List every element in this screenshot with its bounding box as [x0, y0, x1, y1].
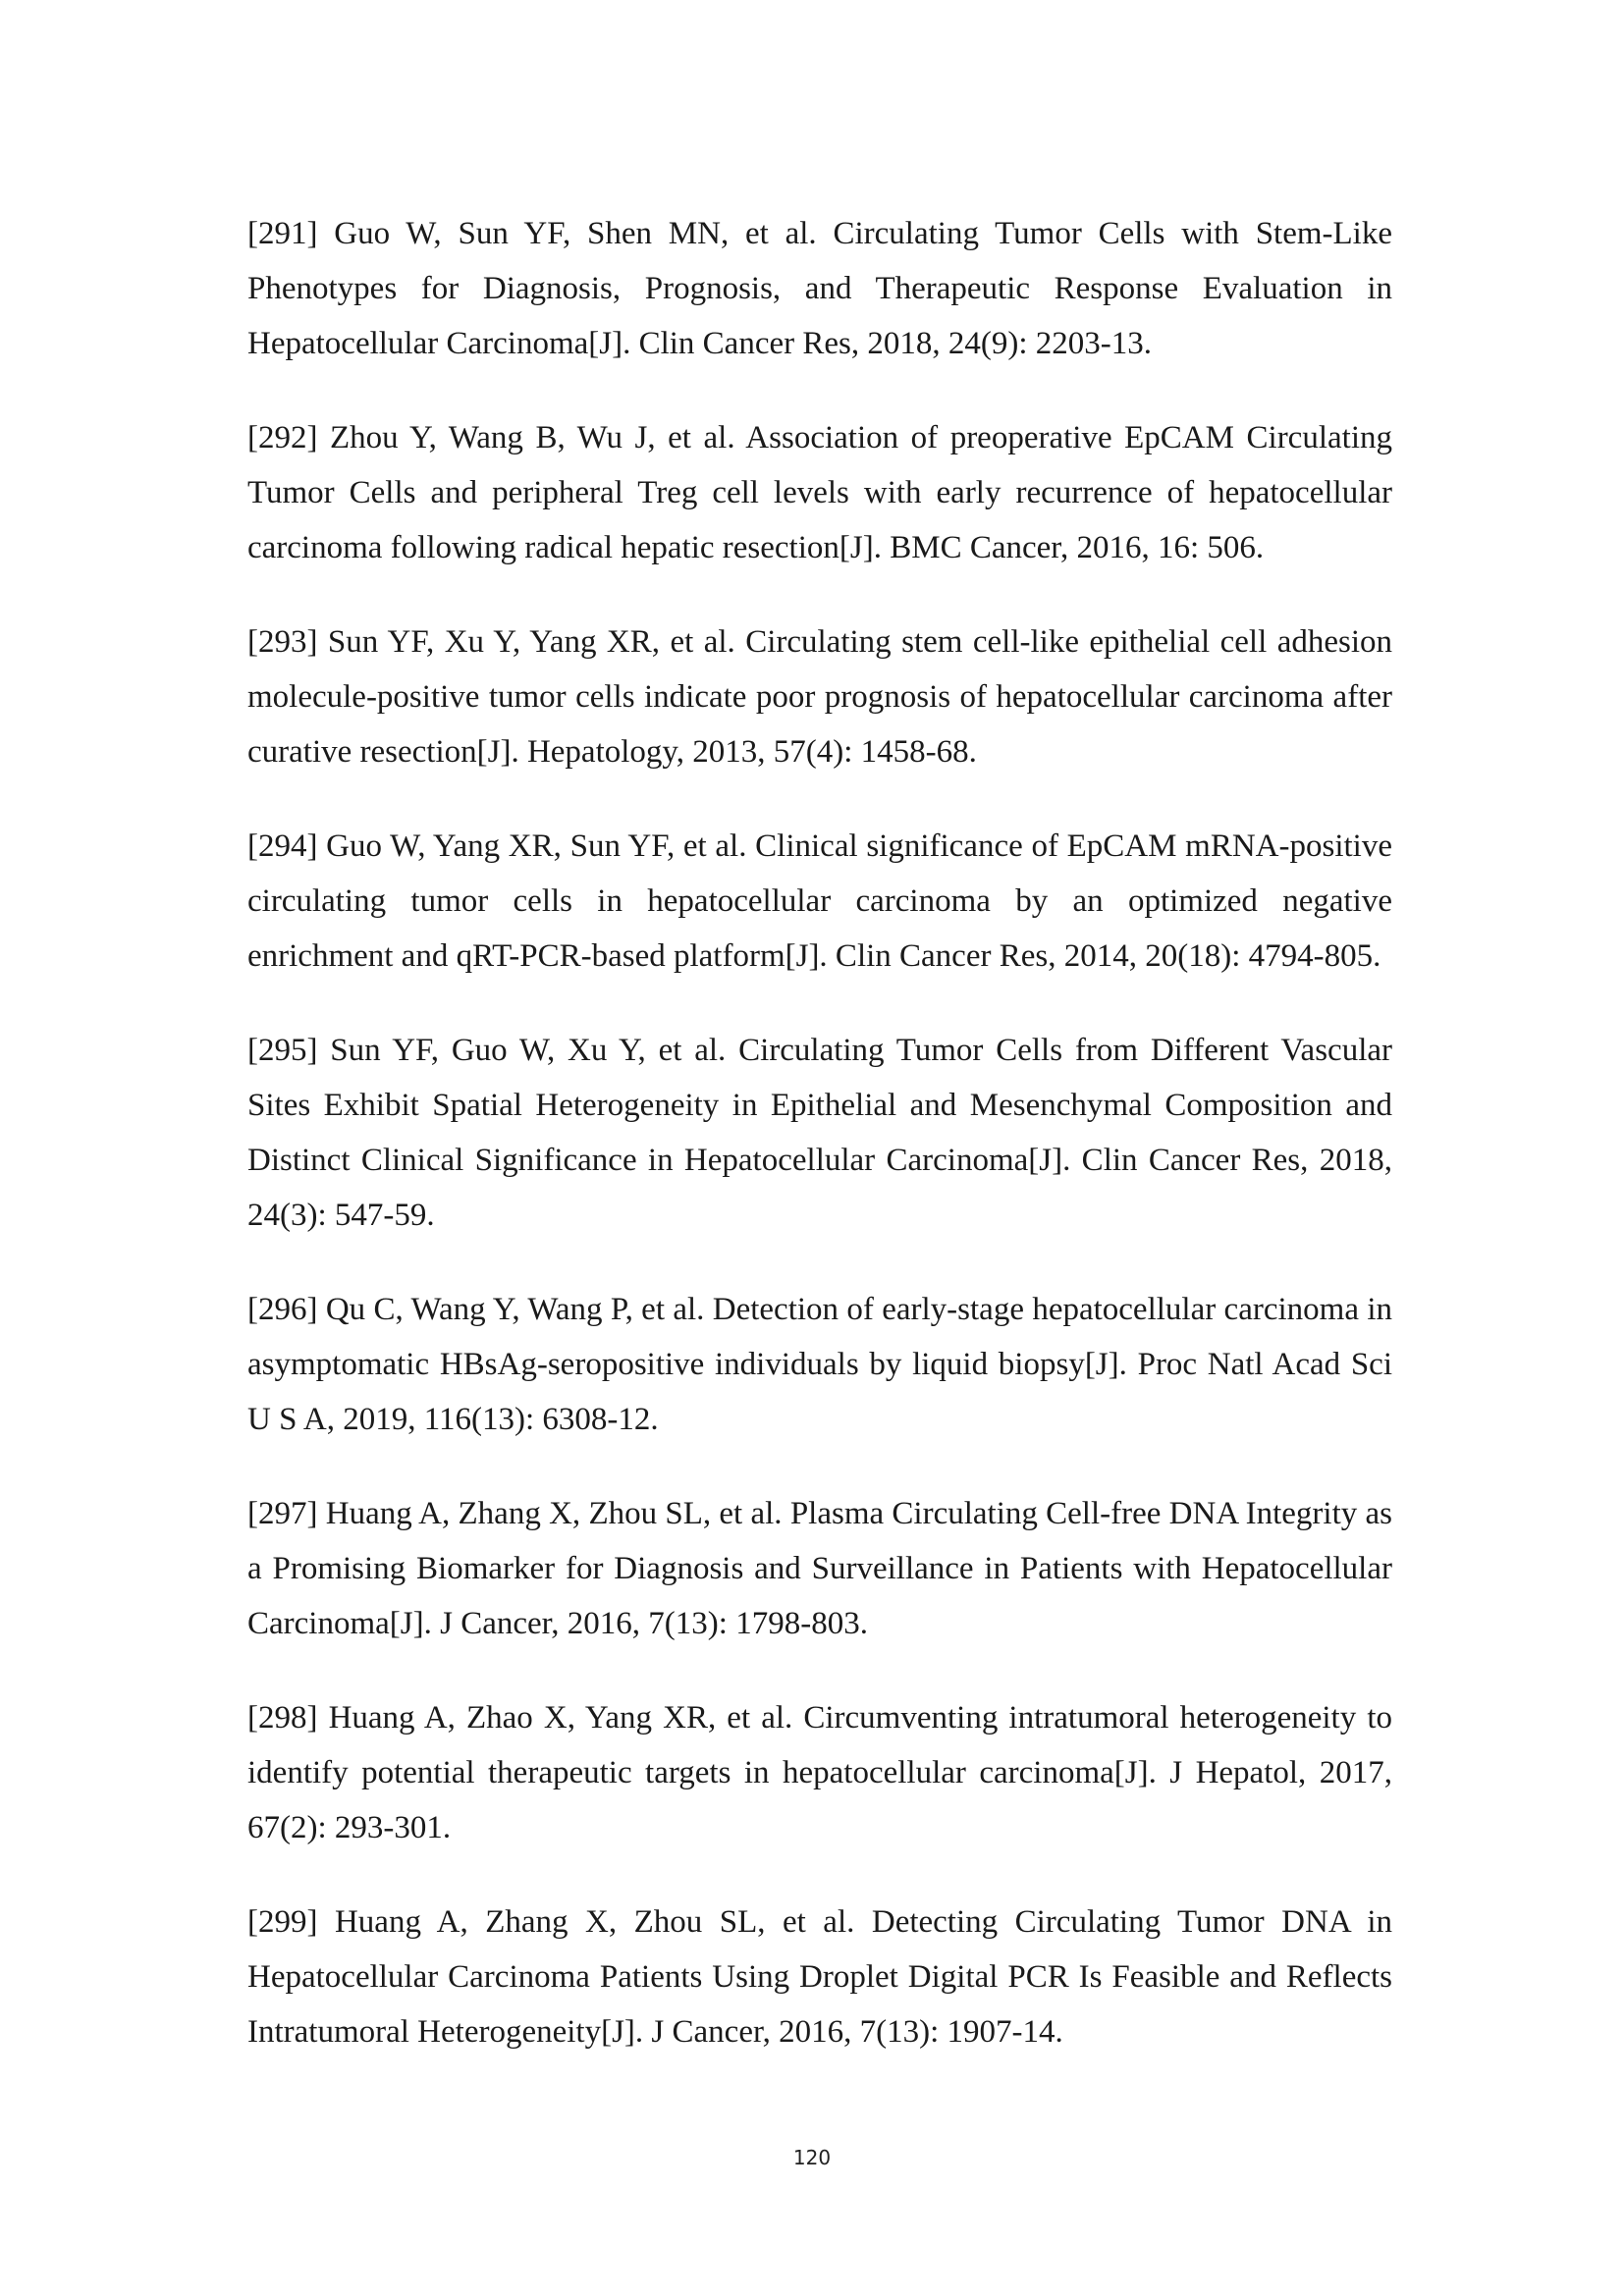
- reference-item-295: [295] Sun YF, Guo W, Xu Y, et al. Circulating Tumor Cells from Different Vascular Sites Exhibit Spatial Heterogeneity in Epithelial and Mesenchymal Composition and Distinct Clinical Significance in Hepatocellular Carcinoma[J]. Clin Cancer Res, 2018, 24(3): 547-59.: [247, 1033, 1392, 1233]
- reference-item-293: [293] Sun YF, Xu Y, Yang XR, et al. Circulating stem cell-like epithelial cell adhesion molecule-positive tumor cells indicate poor prognosis of hepatocellular carcinoma after curative resection[J]. Hepatology, 2013, 57(4): 1458-68.: [247, 624, 1392, 770]
- reference-item-294: [294] Guo W, Yang XR, Sun YF, et al. Clinical significance of EpCAM mRNA-positive circulating tumor cells in hepatocellular carcinoma by an optimized negative enrichment and qRT-PCR-based platform[J]. Clin Cancer Res, 2014, 20(18): 4794-805.: [247, 828, 1392, 974]
- reference-item-297: [297] Huang A, Zhang X, Zhou SL, et al. Plasma Circulating Cell-free DNA Integrity as a Promising Biomarker for Diagnosis and Surveillance in Patients with Hepatocellular Carcinoma[J]. J Cancer, 2016, 7(13): 1798-803.: [247, 1496, 1392, 1641]
- page-number: 120: [792, 2146, 832, 2169]
- reference-item-291: [291] Guo W, Sun YF, Shen MN, et al. Circulating Tumor Cells with Stem-Like Phenotypes for Diagnosis, Prognosis, and Therapeutic Response Evaluation in Hepatocellular Carcinoma[J]. Clin Cancer Res, 2018, 24(9): 2203-13.: [247, 216, 1392, 361]
- reference-item-299: [299] Huang A, Zhang X, Zhou SL, et al. Detecting Circulating Tumor DNA in Hepatocellular Carcinoma Patients Using Droplet Digital PCR Is Feasible and Reflects Intratumoral Heterogeneity[J]. J Cancer, 2016, 7(13): 1907-14.: [247, 1904, 1392, 2050]
- reference-item-296: [296] Qu C, Wang Y, Wang P, et al. Detection of early-stage hepatocellular carcinoma in asymptomatic HBsAg-seropositive individuals by liquid biopsy[J]. Proc Natl Acad Sci U S A, 2019, 116(13): 6308-12.: [247, 1292, 1392, 1437]
- reference-item-292: [292] Zhou Y, Wang B, Wu J, et al. Association of preoperative EpCAM Circulating Tumor Cells and peripheral Treg cell levels with early recurrence of hepatocellular carcinoma following radical hepatic resection[J]. BMC Cancer, 2016, 16: 506.: [247, 420, 1392, 565]
- reference-item-298: [298] Huang A, Zhao X, Yang XR, et al. Circumventing intratumoral heterogeneity to identify potential therapeutic targets in hepatocellular carcinoma[J]. J Hepatol, 2017, 67(2): 293-301.: [247, 1700, 1392, 1845]
- reference-list: [247, 206, 1392, 2099]
